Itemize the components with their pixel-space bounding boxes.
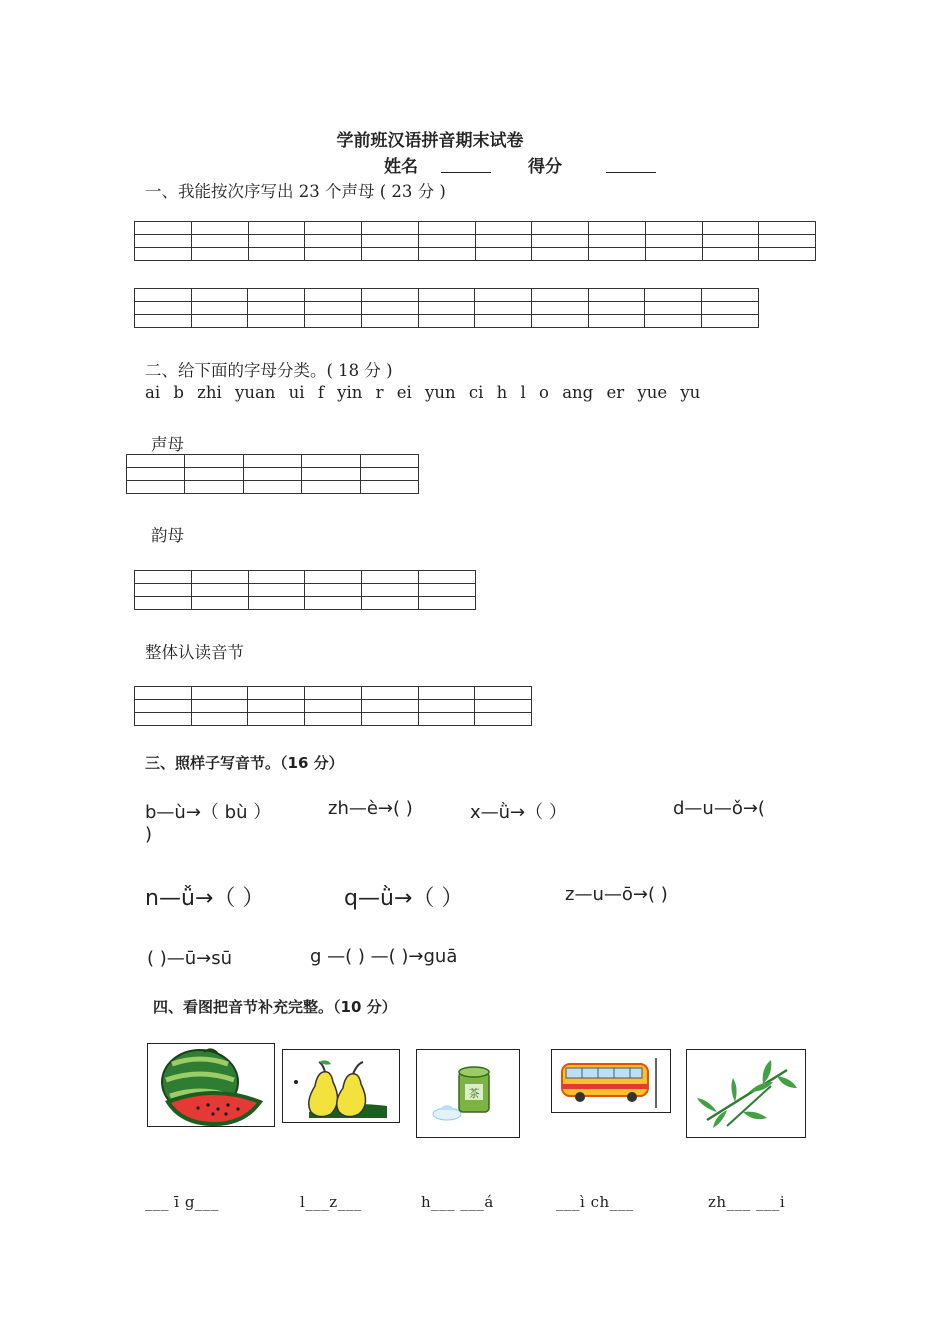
answer-cell[interactable] xyxy=(532,222,589,235)
answer-cell[interactable] xyxy=(475,315,532,328)
answer-cell[interactable] xyxy=(475,700,532,713)
answer-cell[interactable] xyxy=(475,289,532,302)
section3-heading: 三、照样子写音节。（16 分） xyxy=(145,754,344,772)
bamboo-picture xyxy=(686,1049,806,1138)
answer-cell[interactable] xyxy=(645,315,702,328)
answer-cell[interactable] xyxy=(191,687,248,700)
answer-cell[interactable] xyxy=(419,597,476,610)
answer-cell[interactable] xyxy=(185,468,243,481)
answer-cell[interactable] xyxy=(360,468,418,481)
shengmu-grid-b[interactable] xyxy=(134,288,759,328)
answer-cell[interactable] xyxy=(191,222,248,235)
answer-cell[interactable] xyxy=(305,315,362,328)
score-field[interactable] xyxy=(606,154,656,173)
exercise-2[interactable]: x—ǜ→（ ） xyxy=(470,802,567,823)
answer-cell[interactable] xyxy=(248,222,305,235)
answer-cell[interactable] xyxy=(419,571,476,584)
answer-cell[interactable] xyxy=(589,235,646,248)
exercise-3-close: ) xyxy=(145,824,153,845)
answer-cell[interactable] xyxy=(645,248,702,261)
page-title: 学前班汉语拼音期末试卷 xyxy=(336,131,524,151)
section2-heading: 二、给下面的字母分类。( 18 分 ) xyxy=(145,361,393,380)
answer-cell[interactable] xyxy=(418,235,475,248)
letters-list: ai b zhi yuan ui f yin r ei yun ci h l o ang er yue yu xyxy=(145,383,701,402)
answer-cell[interactable] xyxy=(135,302,192,315)
exercise-5[interactable]: q—ǜ→（ ） xyxy=(344,886,464,911)
answer-cell[interactable] xyxy=(243,468,301,481)
answer-cell[interactable] xyxy=(475,222,532,235)
exercise-4[interactable]: n—ǚ→（ ） xyxy=(145,886,265,911)
answer-cell[interactable] xyxy=(475,713,532,726)
score-label: 得分 xyxy=(528,157,562,177)
answer-cell[interactable] xyxy=(532,248,589,261)
answer-cell[interactable] xyxy=(588,289,645,302)
answer-cell[interactable] xyxy=(248,687,305,700)
answer-cell[interactable] xyxy=(248,235,305,248)
answer-cell[interactable] xyxy=(305,584,362,597)
svg-text:茶: 茶 xyxy=(468,1087,480,1100)
answer-cell[interactable] xyxy=(362,584,419,597)
answer-cell[interactable] xyxy=(135,289,192,302)
answer-cell[interactable] xyxy=(305,302,362,315)
answer-cell[interactable] xyxy=(362,597,419,610)
answer-cell[interactable] xyxy=(191,597,248,610)
answer-cell[interactable] xyxy=(362,571,419,584)
answer-cell[interactable] xyxy=(248,289,305,302)
exercise-7[interactable]: ( )—ū→sū xyxy=(147,948,233,969)
answer-cell[interactable] xyxy=(243,481,301,494)
name-field[interactable] xyxy=(441,154,491,173)
answer-cell[interactable] xyxy=(418,289,475,302)
answer-cell[interactable] xyxy=(135,597,192,610)
shengmu-label: 声母 xyxy=(151,435,184,454)
answer-cell[interactable] xyxy=(361,289,418,302)
zhengti-answer-grid[interactable] xyxy=(134,686,532,726)
exercise-8[interactable]: g —( ) —( )→guā xyxy=(310,946,458,967)
answer-cell[interactable] xyxy=(243,455,301,468)
answer-cell[interactable] xyxy=(360,455,418,468)
example-1: b—ù→（ bù ） xyxy=(145,802,272,823)
answer-cell[interactable] xyxy=(418,222,475,235)
answer-cell[interactable] xyxy=(419,584,476,597)
fill-pears[interactable]: l___z___ xyxy=(300,1193,362,1211)
answer-cell[interactable] xyxy=(759,235,816,248)
watermelon-picture xyxy=(147,1043,275,1127)
answer-cell[interactable] xyxy=(248,571,305,584)
answer-cell[interactable] xyxy=(532,289,589,302)
answer-cell[interactable] xyxy=(191,571,248,584)
answer-cell[interactable] xyxy=(191,700,248,713)
answer-cell[interactable] xyxy=(645,289,702,302)
zhengti-label: 整体认读音节 xyxy=(145,643,244,662)
answer-cell[interactable] xyxy=(589,248,646,261)
answer-cell[interactable] xyxy=(248,248,305,261)
answer-cell[interactable] xyxy=(305,713,362,726)
yunmu-answer-grid[interactable] xyxy=(134,570,476,610)
answer-cell[interactable] xyxy=(185,455,243,468)
answer-cell[interactable] xyxy=(418,315,475,328)
answer-cell[interactable] xyxy=(361,713,418,726)
answer-cell[interactable] xyxy=(248,713,305,726)
answer-cell[interactable] xyxy=(532,235,589,248)
answer-cell[interactable] xyxy=(305,248,362,261)
answer-cell[interactable] xyxy=(248,315,305,328)
fill-bamboo[interactable]: zh___ ___i xyxy=(708,1193,786,1211)
fill-tea[interactable]: h___ ___á xyxy=(421,1193,494,1211)
answer-cell[interactable] xyxy=(185,481,243,494)
answer-cell[interactable] xyxy=(418,302,475,315)
answer-cell[interactable] xyxy=(127,468,185,481)
answer-cell[interactable] xyxy=(135,687,192,700)
answer-cell[interactable] xyxy=(127,455,185,468)
answer-cell[interactable] xyxy=(135,222,192,235)
answer-cell[interactable] xyxy=(305,700,362,713)
answer-cell[interactable] xyxy=(305,597,362,610)
answer-cell[interactable] xyxy=(418,687,475,700)
answer-cell[interactable] xyxy=(702,248,759,261)
answer-cell[interactable] xyxy=(191,302,248,315)
answer-cell[interactable] xyxy=(135,315,192,328)
answer-cell[interactable] xyxy=(305,289,362,302)
bus-picture xyxy=(551,1049,671,1113)
name-label: 姓名 xyxy=(384,157,418,177)
answer-cell[interactable] xyxy=(305,687,362,700)
answer-cell[interactable] xyxy=(418,713,475,726)
answer-cell[interactable] xyxy=(362,222,419,235)
yunmu-label: 韵母 xyxy=(151,526,184,545)
answer-cell[interactable] xyxy=(645,302,702,315)
pears-picture xyxy=(282,1049,400,1123)
answer-cell[interactable] xyxy=(361,700,418,713)
answer-cell[interactable] xyxy=(418,248,475,261)
answer-cell[interactable] xyxy=(135,571,192,584)
answer-cell[interactable] xyxy=(532,315,589,328)
section1-heading: 一、我能按次序写出 23 个声母 ( 23 分 ) xyxy=(145,182,446,201)
answer-cell[interactable] xyxy=(135,235,192,248)
answer-cell[interactable] xyxy=(702,315,759,328)
exercise-6[interactable]: z—u—ō→( ) xyxy=(565,884,668,905)
answer-cell[interactable] xyxy=(361,302,418,315)
answer-cell[interactable] xyxy=(702,222,759,235)
answer-cell[interactable] xyxy=(302,455,360,468)
answer-cell[interactable] xyxy=(702,289,759,302)
answer-cell[interactable] xyxy=(589,222,646,235)
answer-cell[interactable] xyxy=(191,584,248,597)
answer-cell[interactable] xyxy=(475,248,532,261)
answer-cell[interactable] xyxy=(475,302,532,315)
answer-cell[interactable] xyxy=(475,235,532,248)
answer-cell[interactable] xyxy=(135,713,192,726)
answer-cell[interactable] xyxy=(702,302,759,315)
answer-cell[interactable] xyxy=(135,248,192,261)
answer-cell[interactable] xyxy=(248,302,305,315)
fill-watermelon[interactable]: ___ ī g___ xyxy=(145,1193,219,1211)
answer-cell[interactable] xyxy=(305,571,362,584)
exercise-1[interactable]: zh—è→( ) xyxy=(328,798,413,819)
answer-cell[interactable] xyxy=(127,481,185,494)
shengmu-answer-grid[interactable] xyxy=(126,454,419,494)
section4-heading: 四、看图把音节补充完整。（10 分） xyxy=(153,998,397,1016)
answer-cell[interactable] xyxy=(248,584,305,597)
answer-cell[interactable] xyxy=(305,235,362,248)
exercise-3[interactable]: d—u—ǒ→( xyxy=(673,798,765,819)
answer-cell[interactable] xyxy=(418,700,475,713)
answer-cell[interactable] xyxy=(759,222,816,235)
answer-cell[interactable] xyxy=(360,481,418,494)
answer-cell[interactable] xyxy=(302,468,360,481)
answer-cell[interactable] xyxy=(361,315,418,328)
answer-cell[interactable] xyxy=(362,235,419,248)
answer-cell[interactable] xyxy=(362,248,419,261)
fill-bus[interactable]: ___ì ch___ xyxy=(556,1193,634,1211)
answer-cell[interactable] xyxy=(191,289,248,302)
answer-cell[interactable] xyxy=(702,235,759,248)
answer-cell[interactable] xyxy=(645,235,702,248)
answer-cell[interactable] xyxy=(191,235,248,248)
answer-cell[interactable] xyxy=(191,713,248,726)
answer-cell[interactable] xyxy=(191,315,248,328)
answer-cell[interactable] xyxy=(759,248,816,261)
answer-cell[interactable] xyxy=(361,687,418,700)
answer-cell[interactable] xyxy=(588,302,645,315)
tea-picture xyxy=(416,1049,520,1138)
answer-cell[interactable] xyxy=(645,222,702,235)
answer-cell[interactable] xyxy=(588,315,645,328)
answer-cell[interactable] xyxy=(475,687,532,700)
answer-cell[interactable] xyxy=(302,481,360,494)
answer-cell[interactable] xyxy=(248,700,305,713)
answer-cell[interactable] xyxy=(135,700,192,713)
answer-cell[interactable] xyxy=(135,584,192,597)
shengmu-grid-a[interactable] xyxy=(134,221,816,261)
answer-cell[interactable] xyxy=(248,597,305,610)
answer-cell[interactable] xyxy=(305,222,362,235)
answer-cell[interactable] xyxy=(191,248,248,261)
answer-cell[interactable] xyxy=(532,302,589,315)
